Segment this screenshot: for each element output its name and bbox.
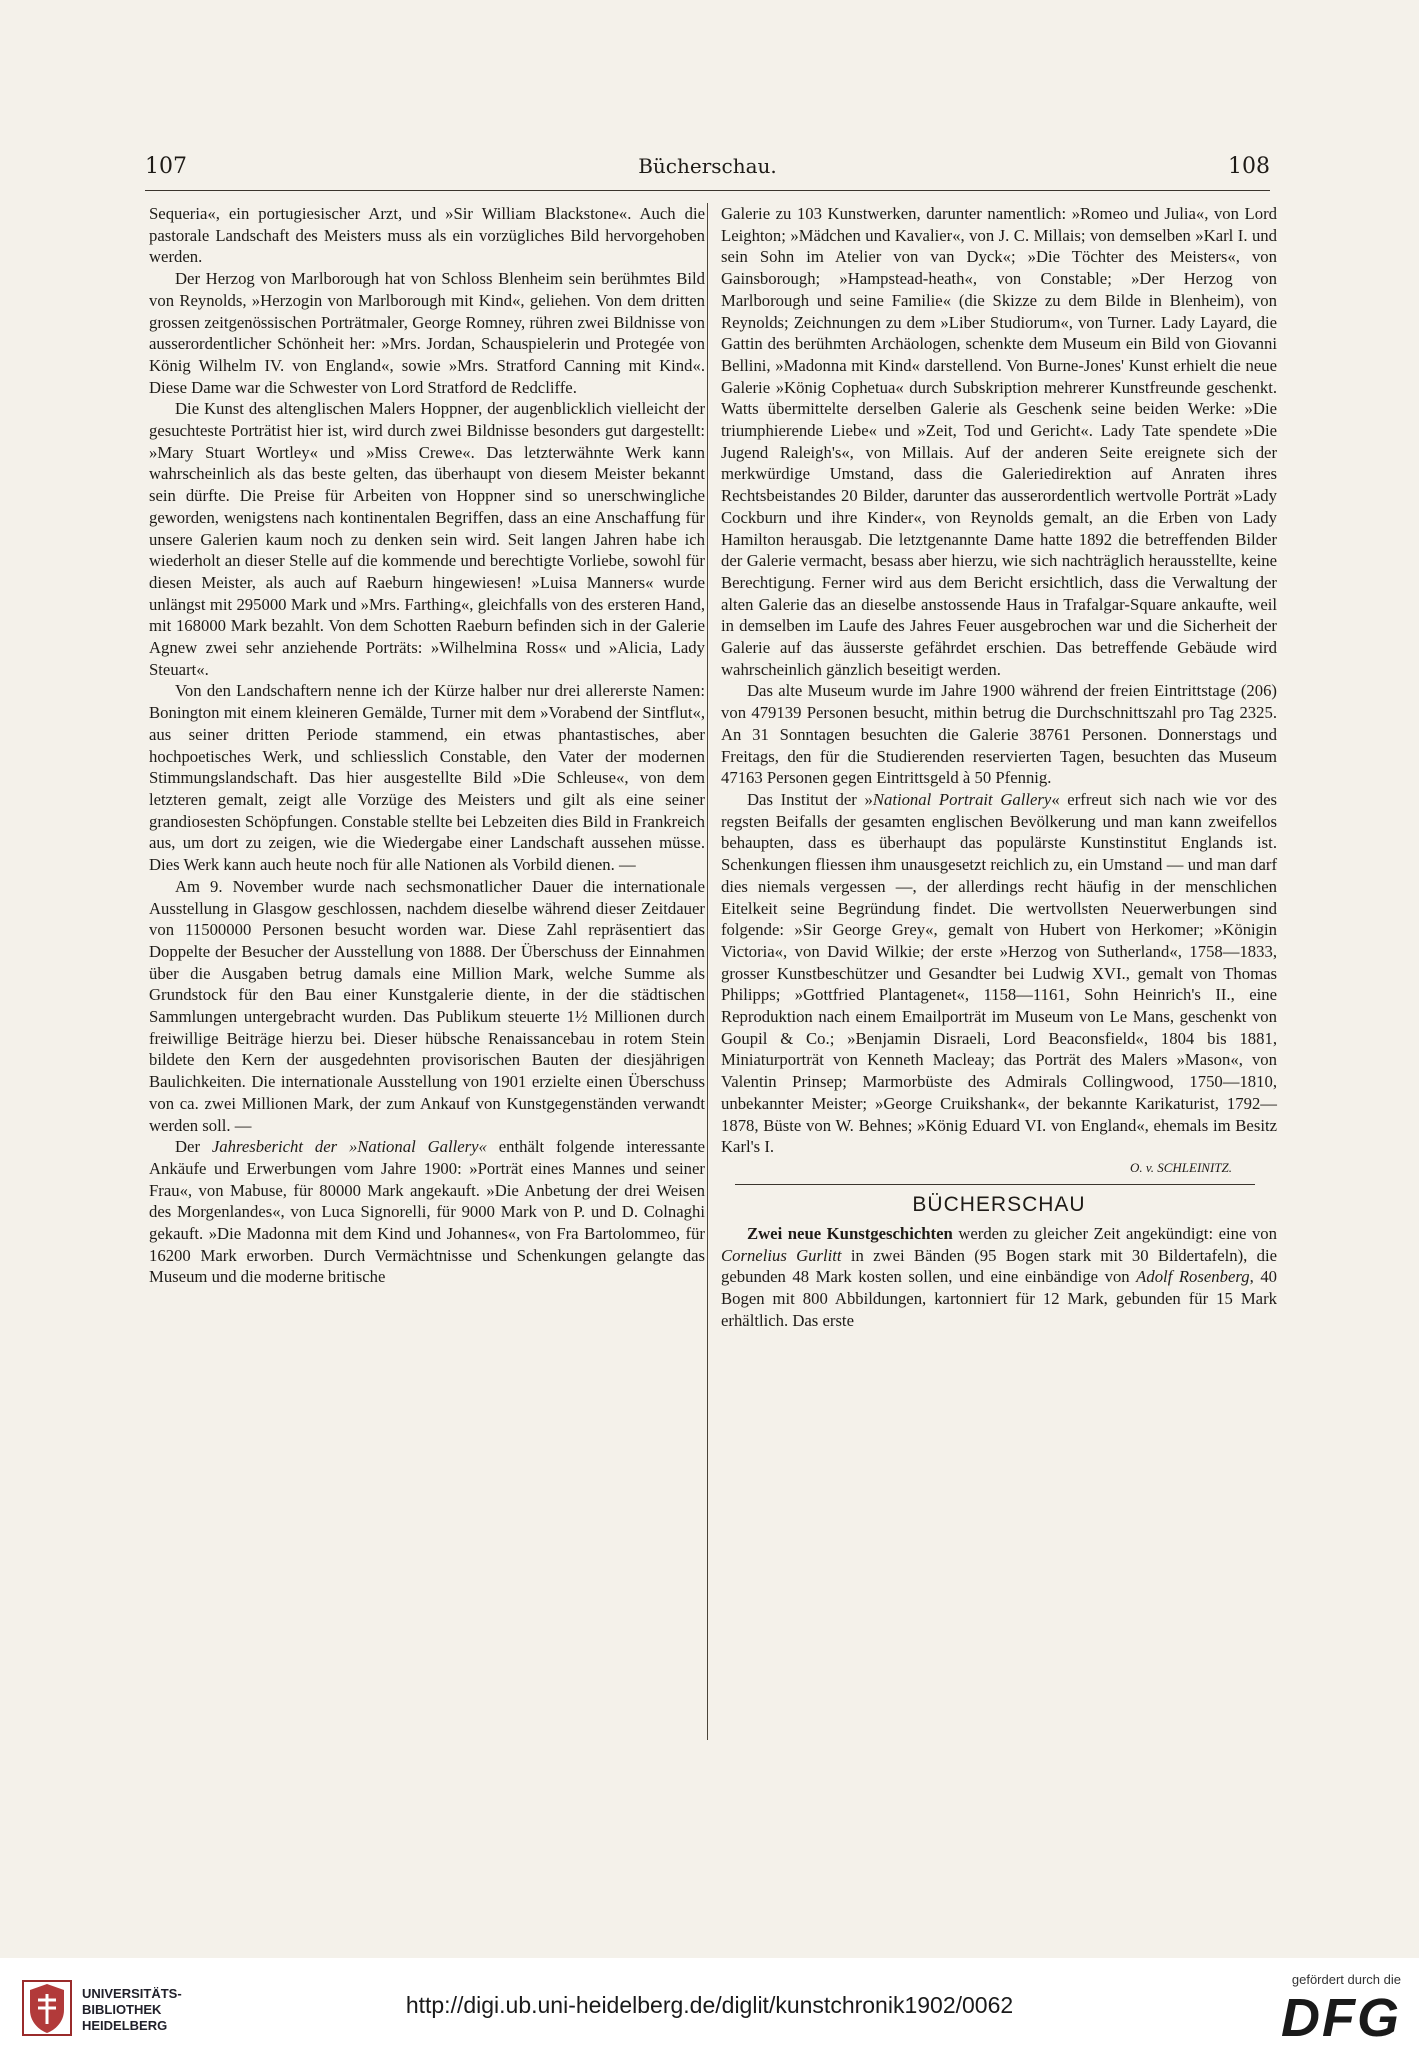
header-rule [145, 190, 1270, 191]
paragraph: Der Herzog von Marlborough hat von Schloss Blenheim sein berühmtes Bild von Reynolds, »Herzogin von Marlborough mit Kind«, geliehen. Von dem dritten grossen zeitgenössischen Porträtmaler, George Romney, rühren zwei Bildnisse von ausserordentlicher Schönheit her: »Mrs. Jordan, Schauspielerin und Protegée von König Wilhelm IV. von England«, sowie »Mrs. Stratford Canning mit Kind«. Diese Dame war die Schwester von Lord Stratford de Redcliffe. [149, 269, 705, 397]
dfg-logo: DFG [1281, 1988, 1401, 2048]
section-heading: BÜCHERSCHAU [912, 1192, 1086, 1216]
text-run: enthält folgende interessante Ankäufe und Erwerbungen vom Jahre 1900: »Porträt eines Mannes und seiner Frau«, von Mabuse, für 80000 Mark angekauft. »Die Anbetung der drei Weisen des Morgenlandes«, von Luca Signorelli, für 9000 Mark von P. und D. Colnaghi gekauft. »Die Madonna mit dem Kind und Johannes«, von Fra Bartolommeo, für 16200 Mark erworben. Durch Vermächtnisse und Schenkungen gelangte das Museum und die moderne britische [149, 1137, 706, 1287]
author-name: Adolf Rosenberg [1136, 1267, 1250, 1287]
paragraph: Das alte Museum wurde im Jahre 1900 während der freien Eintrittstage (206) von 479139 Personen besucht, mithin betrug die Durchschnittszahl pro Tag 2325. An 31 Sonntagen besuchten die Galerie 38761 Personen. Donnerstags und Freitags, den für die Studierenden reservierten Tagen, besuchten das Museum 47163 Personen gegen Eintrittsgeld à 50 Pfennig. [721, 681, 1277, 788]
text-run: in zwei Bänden (95 Bogen stark mit 30 Bildertafeln), die gebunden 48 Mark kosten sollen, und eine einbändige von [721, 1245, 1277, 1287]
column-divider [707, 203, 708, 1740]
running-head: Bücherschau. [638, 154, 777, 178]
paragraph: Die Kunst des altenglischen Malers Hoppner, der augenblicklich vielleicht der gesuchteste Porträtist hier ist, wird durch zwei Bildnisse besonders gut dargestellt: »Mary Stuart Wortley« und »Miss Crewe«. Das letzterwähnte Werk kann wahrscheinlich als das beste gelten, das überhaupt von diesem Meister bekannt sein dürfte. Die Preise für Arbeiten von Hoppner sind so unerschwingliche geworden, wenigstens nach kontinentalen Begriffen, dass an eine Anschaffung für unsere Galerien kaum noch zu denken sein wird. Seit langen Jahren habe ich wiederholt an dieser Stelle auf die kommende und berechtigte Vorliebe, sowohl für diesen Meister, als auch auf Raeburn hingewiesen! »Luisa Manners« wurde unlängst mit 295000 Mark und »Mrs. Farthing«, gleichfalls von des ersteren Hand, mit 168000 Mark bezahlt. Von dem Schotten Raeburn befinden sich in der Galerie Agnew zwei sehr anziehende Porträts: »Wilhelmina Ross« und »Alicia, Lady Steuart«. [149, 399, 705, 679]
book-review-paragraph [721, 1223, 1277, 1332]
footer-bar [0, 1958, 1419, 2061]
paragraph: Von den Landschaftern nenne ich der Kürze halber nur drei allererste Namen: Bonington mit einem kleineren Gemälde, Turner mit dem »Vorabend der Sintflut«, aus seiner dritten Periode stammend, ein etwas phantastisches, aber hochpoetisches Werk, und schliesslich Constable, den Vater der modernen Stimmungslandschaft. Das hier ausgestellte Bild »Die Schleuse«, von dem letzteren gemalt, zeigt alle Vorzüge des Meisters und gilt als eine seiner grandiosesten Schöpfungen. Constable stellte bei Lebzeiten dies Bild in Frankreich aus, um dort zu zeigen, wie die Wiedergabe einer Landschaft aussehen müsse. Dies Werk kann auch heute noch für alle Nationen als Vorbild dienen. — [149, 681, 705, 875]
page-number-right: 108 [1228, 154, 1270, 179]
review-lead: Zwei neue Kunstgeschichten [747, 1223, 953, 1243]
library-line: BIBLIOTHEK [82, 2002, 162, 2017]
text-run: « erfreut sich nach wie vor des regsten Beifalls der gesamten englischen Bevölkerung und man kann zweifellos behaupten, dass es überhaupt das populärste Kunstinstitut Englands ist. Schenkungen fliessen ihm unausgesetzt reichlich zu, ein Umstand — und man darf dies niemals vergessen —, der allerdings recht häufig in der menschlichen Eitelkeit seine Begründung findet. Die wertvollsten Neuerwerbungen sind folgende: »Sir George Grey«, gemalt von Hubert von Herkomer; »Königin Victoria«, von David Wilkie; der erste »Herzog von Sutherland«, 1758—1833, grosser Kunstbeschützer und Gesandter bei Ludwig XVI., gemalt von Thomas Philipps; »Gottfried Plantagenet«, 1158—1161, Sohn Heinrich's II., eine Reproduktion nach einem Emailporträt im Museum von Le Mans, geschenkt von Goupil & Co.; »Benjamin Disraeli, Lord Beaconsfield«, 1804 bis 1881, Miniaturporträt von Kenneth Macleay; das Porträt des Malers »Mason«, von Valentin Prinsep; Marmorbüste des Admirals Collingwood, 1750—1810, unbekannter Meister; »George Cruikshank«, der bekannte Karikaturist, 1792—1878, Büste von W. Behnes; »König Eduard VI. von England«, ehemals im Besitz Karl's I. [721, 789, 1277, 1157]
paragraph-national-gallery [149, 1136, 705, 1288]
page-number-left: 107 [145, 154, 187, 179]
institution-name: National Portrait Gallery [872, 789, 1052, 809]
author-signature: O. v. SCHLEINITZ. [1130, 1159, 1232, 1175]
text-run: Der [175, 1137, 212, 1157]
library-line: UNIVERSITÄTS- [82, 1986, 182, 2001]
report-title: Jahresbericht der »National Gallery« [211, 1137, 487, 1157]
section-divider [735, 1184, 1255, 1185]
page-header [145, 154, 1270, 184]
text-run: Das Institut der » [747, 789, 873, 809]
paragraph: Sequeria«, ein portugiesischer Arzt, und »Sir William Blackstone«. Auch die pastorale Landschaft des Meisters muss als ein vorzügliches Bild hervorgehoben werden. [149, 204, 705, 267]
text-run: werden zu gleicher Zeit angekündigt: eine von [952, 1223, 1277, 1243]
paragraph: Galerie zu 103 Kunstwerken, darunter namentlich: »Romeo und Julia«, von Lord Leighton; »Mädchen und Kavalier«, von J. C. Millais; von demselben »Karl I. und sein Sohn im Atelier von van Dyck«; »Die Töchter des Meisters«, von Gainsborough; »Hampstead-heath«, von Constable; »Der Herzog von Marlborough und seine Familie« (die Skizze zu dem Bilde in Blenheim), von Reynolds; Zeichnungen zu dem »Liber Studiorum«, von Turner. Lady Layard, die Gattin des berühmten Archäologen, schenkte dem Museum ein Bild von Giovanni Bellini, »Madonna mit Kind« darstellend. Von Burne-Jones' Kunst erhielt die neue Galerie »König Cophetua« durch Subskription mehrerer Kunstfreunde geschenkt. Watts übermittelte derselben Galerie als Geschenk seine beiden Werke: »Die triumphierende Liebe« und »Zeit, Tod und Gericht«. Lady Tate spendete »Die Jugend Raleigh's«, von Millais. Auf der anderen Seite ereignete sich der merkwürdige Umstand, dass die Galeriedirektion auf Anraten ihres Rechtsbeistandes 20 Bilder, darunter das ausserordentlich wertvolle Porträt »Lady Cockburn und ihre Kinder«, von Reynolds gemalt, an die Erben von Lady Hamilton herausgab. Die letztgenannte Dame hatte 1892 die betreffenden Bilder der Galerie vermacht, besass aber hierzu, wie sich nachträglich herausstellte, keine Berechtigung. Ferner wird aus dem Bericht ersichtlich, dass die Verwaltung der alten Galerie das an dieselbe anstossende Haus in Trafalgar-Square ankaufte, weil in demselben im Laufe des Jahres Feuer ausgebrochen war und die Sicherheit der Galerie auf das äusserste gefährdet erschien. Das betreffende Gebäude wird wahrscheinlich gänzlich beseitigt werden. [721, 204, 1277, 679]
author-name: Cornelius Gurlitt [721, 1245, 842, 1265]
permalink-url[interactable]: http://digi.ub.uni-heidelberg.de/diglit/kunstchronik1902/0062 [405, 1992, 1014, 2018]
text-run: , 40 Bogen mit 800 Abbildungen, kartonniert für 12 Mark, gebunden für 15 Mark erhältlich. Das erste [721, 1267, 1277, 1330]
funding-note: gefördert durch die [1291, 1972, 1401, 1987]
paragraph-portrait-gallery [721, 789, 1277, 1158]
right-column [721, 203, 1277, 1331]
library-line: HEIDELBERG [82, 2018, 168, 2033]
left-column [149, 203, 705, 1288]
paragraph: Am 9. November wurde nach sechsmonatlicher Dauer die internationale Ausstellung in Glasgow geschlossen, nachdem dieselbe während dieser Zeitdauer von 11500000 Personen besucht worden war. Diese Zahl repräsentiert das Doppelte der Besucher der Ausstellung von 1888. Der Überschuss der Einnahmen über die Ausgaben betrug damals eine Million Mark, welche Summe als Grundstock für den Bau einer Kunstgalerie diente, in der die städtischen Sammlungen untergebracht wurden. Das Publikum steuerte 1½ Millionen durch freiwillige Beiträge hierzu bei. Dieser hübsche Renaissancebau in rotem Stein bildete den Kern der ausgedehnten provisorischen Bauten der diesjährigen Baulichkeiten. Die internationale Ausstellung von 1901 erzielte einen Überschuss von ca. zwei Millionen Mark, der zum Ankauf von Kunstgegenständen verwandt werden soll. — [149, 876, 705, 1135]
